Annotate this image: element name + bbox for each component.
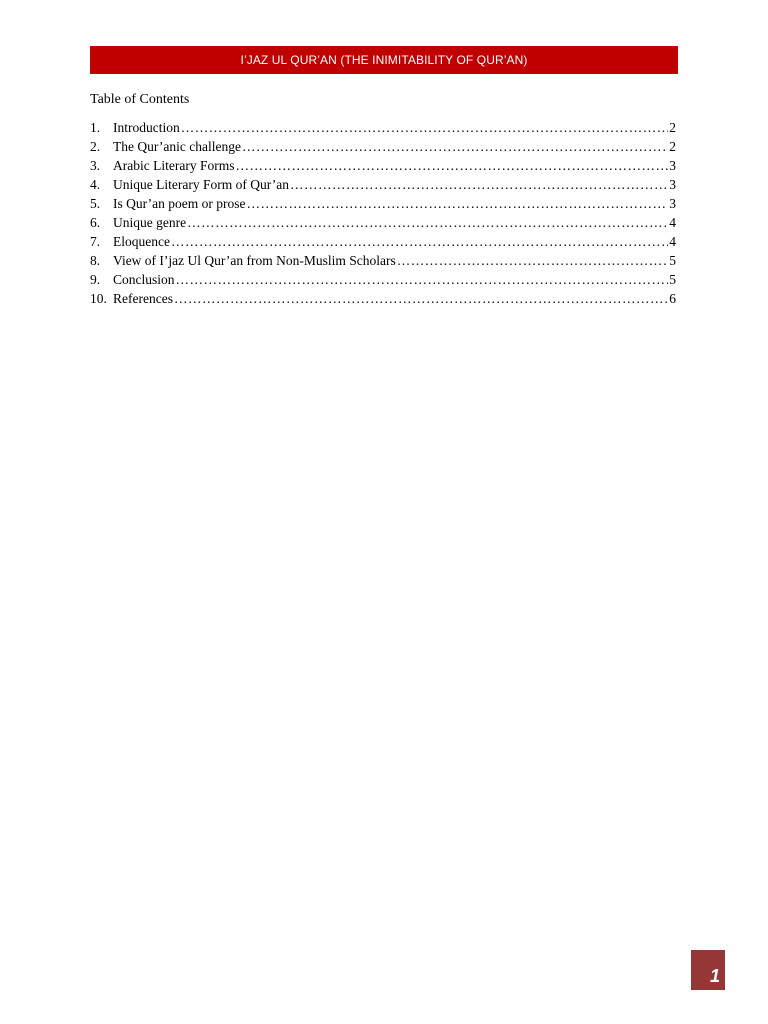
toc-item-title: Unique Literary Form of Qur’an <box>113 177 289 192</box>
toc-item-page: 5 <box>669 253 676 268</box>
toc-item-title: Unique genre <box>113 215 187 230</box>
toc-item-number: 2. <box>90 139 101 154</box>
toc-item-page: 5 <box>669 272 676 287</box>
toc-item-page: 2 <box>669 139 676 154</box>
toc-item-number: 7. <box>90 234 101 249</box>
toc-heading: Table of Contents <box>90 92 190 107</box>
toc-dot-leader <box>290 177 668 193</box>
toc-dot-leader <box>171 234 668 250</box>
toc-item-number: 10. <box>90 291 107 306</box>
toc-item-quranic-challenge[interactable] <box>90 139 676 158</box>
toc-dot-leader <box>181 120 669 136</box>
toc-dot-leader <box>235 158 668 174</box>
toc-item-number: 5. <box>90 196 101 211</box>
page-number: 1 <box>709 966 720 986</box>
toc-item-unique-literary-form[interactable] <box>90 177 676 196</box>
header-bar <box>90 46 678 74</box>
toc-dot-leader <box>176 272 669 288</box>
toc-item-page: 3 <box>669 177 676 192</box>
toc-item-number: 3. <box>90 158 101 173</box>
toc-dot-leader <box>174 291 668 307</box>
toc-item-title: Conclusion <box>113 272 175 287</box>
toc-item-page: 3 <box>669 158 676 173</box>
toc-item-eloquence[interactable] <box>90 234 676 253</box>
toc-item-page: 2 <box>669 120 676 135</box>
page-badge-underline <box>691 988 725 990</box>
toc-item-page: 6 <box>669 291 676 306</box>
toc-item-title: The Qur’anic challenge <box>113 139 241 154</box>
toc-dot-leader <box>397 253 669 269</box>
toc-item-title: Eloquence <box>113 234 170 249</box>
toc-item-arabic-literary-forms[interactable] <box>90 158 676 177</box>
toc-dot-leader <box>187 215 668 231</box>
toc-item-page: 3 <box>669 196 676 211</box>
toc-item-number: 8. <box>90 253 101 268</box>
document-title: I’JAZ UL QUR’AN (THE INIMITABILITY OF QUR’AN) <box>240 53 528 67</box>
toc-item-page: 4 <box>669 215 676 230</box>
toc-list <box>90 120 676 310</box>
toc-item-number: 9. <box>90 272 101 287</box>
toc-item-unique-genre[interactable] <box>90 215 676 234</box>
page-number-badge <box>691 950 725 988</box>
toc-item-introduction[interactable] <box>90 120 676 139</box>
toc-item-number: 1. <box>90 120 101 135</box>
toc-item-references[interactable] <box>90 291 676 310</box>
toc-item-poem-or-prose[interactable] <box>90 196 676 215</box>
toc-item-non-muslim-scholars[interactable] <box>90 253 676 272</box>
toc-item-title: View of I’jaz Ul Qur’an from Non-Muslim Scholars <box>113 253 396 268</box>
toc-item-title: Introduction <box>113 120 180 135</box>
toc-dot-leader <box>246 196 668 212</box>
toc-item-conclusion[interactable] <box>90 272 676 291</box>
toc-item-title: Arabic Literary Forms <box>113 158 235 173</box>
toc-item-number: 4. <box>90 177 101 192</box>
toc-item-number: 6. <box>90 215 101 230</box>
toc-item-title: Is Qur’an poem or prose <box>113 196 246 211</box>
toc-dot-leader <box>242 139 668 155</box>
toc-item-page: 4 <box>669 234 676 249</box>
toc-item-title: References <box>113 291 173 306</box>
